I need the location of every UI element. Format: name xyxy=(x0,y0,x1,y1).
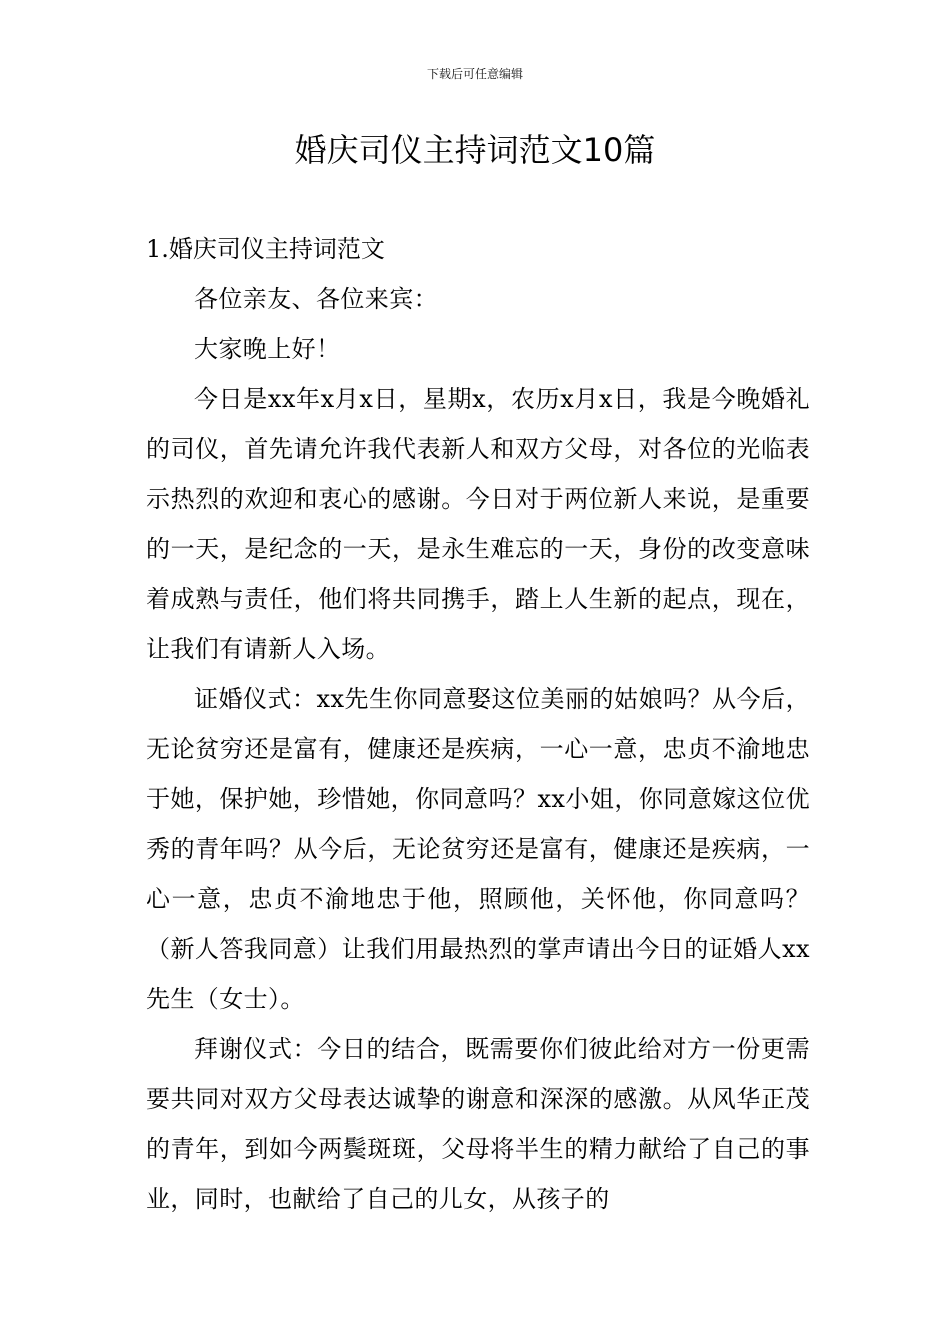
paragraph-opening: 今日是xx年x月x日，星期x，农历x月x日，我是今晚婚礼的司仪，首先请允许我代表新人和双方父母，对各位的光临表示热烈的欢迎和衷心的感谢。今日对于两位新人来说，是重要的一天，是纪念的一天，是永生难忘的一天，身份的改变意味着成熟与责任，他们将共同携手，踏上人生新的起点，现在，让我们有请新人入场。 xyxy=(146,385,810,663)
section-heading: 1.婚庆司仪主持词范文 xyxy=(146,235,385,263)
paragraph-greeting: 各位亲友、各位来宾： xyxy=(194,285,438,313)
paragraph-vows: 证婚仪式：xx先生你同意娶这位美丽的姑娘吗？从今后，无论贫穷还是富有，健康还是疾病，一心一意，忠贞不渝地忠于她，保护她，珍惜她，你同意吗？xx小姐，你同意嫁这位优秀的青年吗？从今后，无论贫穷还是富有，健康还是疾病，一心一意，忠贞不渝地忠于他，照顾他，关怀他，你同意吗？（新人答我同意）让我们用最热烈的掌声请出今日的证婚人xx先生（女士）。 xyxy=(146,685,810,1013)
paragraph-thanks: 拜谢仪式：今日的结合，既需要你们彼此给对方一份更需要共同对双方父母表达诚挚的谢意和深深的感激。从风华正茂的青年，到如今两鬓斑斑，父母将半生的精力献给了自己的事业，同时，也献给了自己的儿女，从孩子的 xyxy=(146,1035,810,1213)
paragraph-good-evening: 大家晚上好！ xyxy=(194,335,341,363)
document-title: 婚庆司仪主持词范文10篇 xyxy=(294,131,656,169)
document-body xyxy=(146,224,810,1224)
header-note: 下载后可任意编辑 xyxy=(426,67,523,81)
